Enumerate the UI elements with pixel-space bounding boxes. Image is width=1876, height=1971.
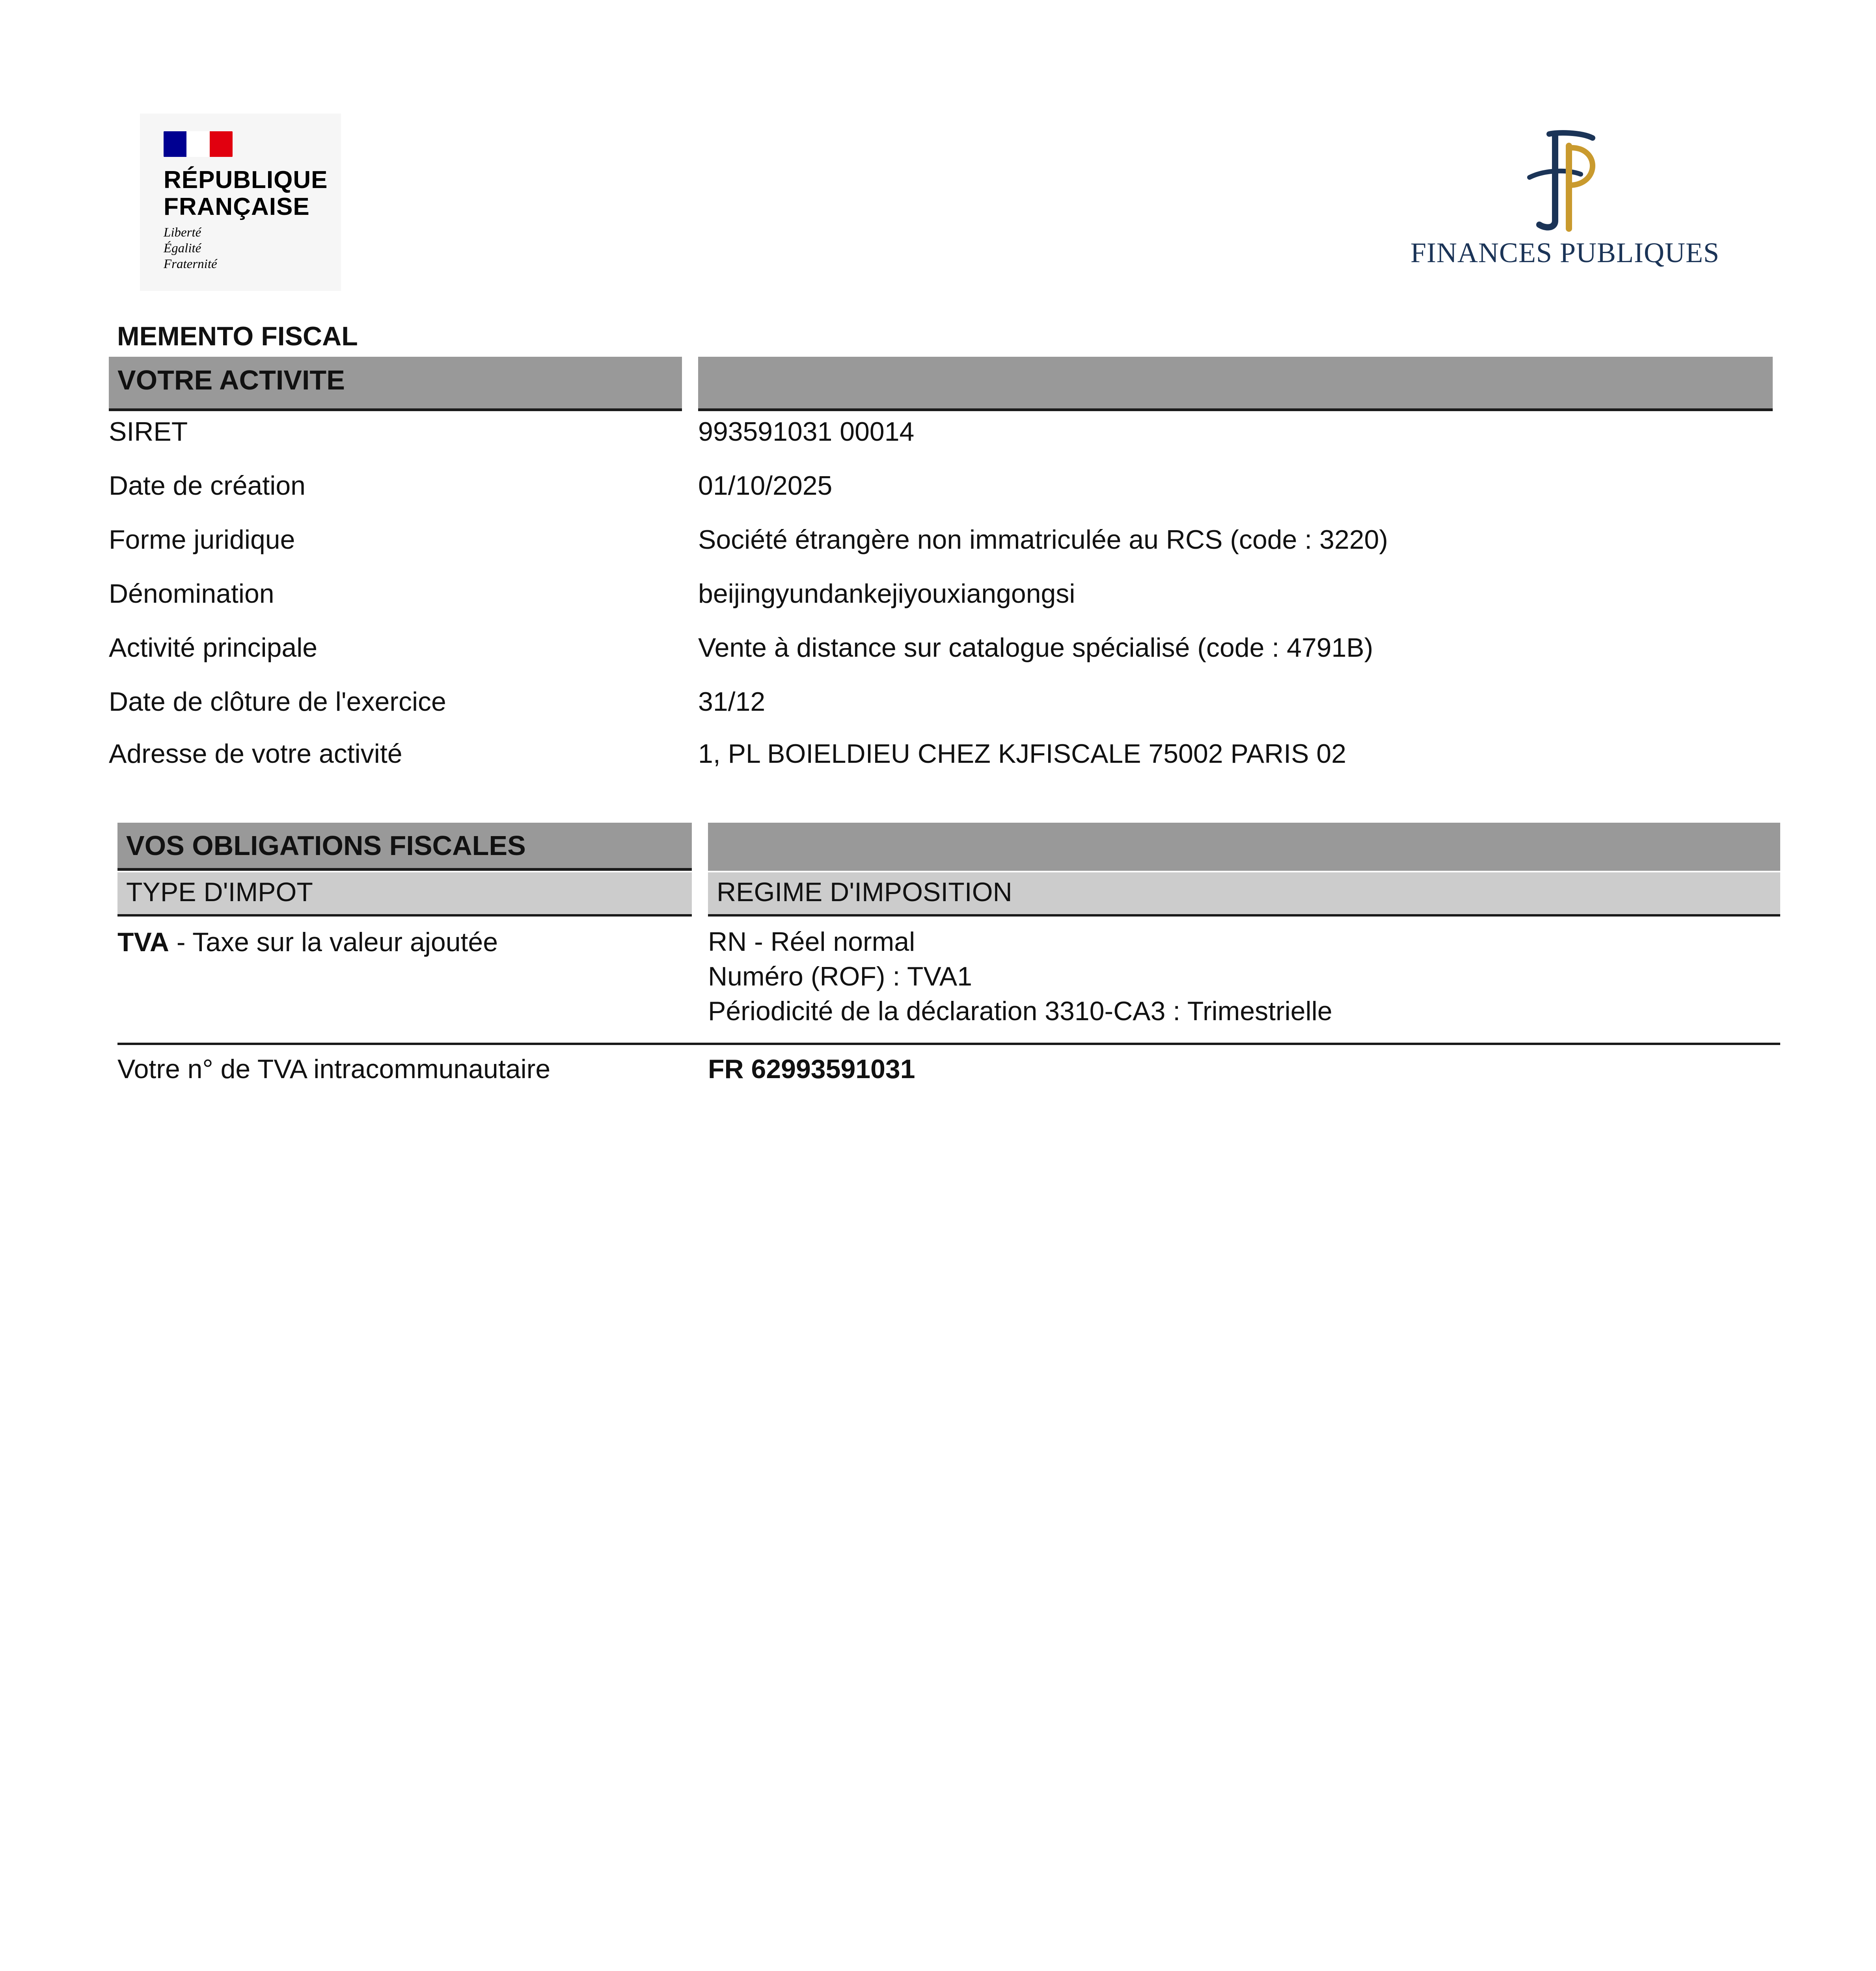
date-cloture-label: Date de clôture de l'exercice bbox=[109, 687, 446, 717]
finances-publiques-logo bbox=[1403, 130, 1727, 280]
memento-title: MEMENTO FISCAL bbox=[117, 321, 358, 351]
tva-intracom-label: Votre n° de TVA intracommunautaire bbox=[117, 1054, 551, 1084]
regime-line: RN - Réel normal bbox=[708, 927, 915, 957]
motto-egalite: Égalité bbox=[164, 241, 201, 255]
rf-line-1: RÉPUBLIQUE bbox=[164, 166, 328, 194]
siret-label: SIRET bbox=[109, 417, 188, 447]
obligations-divider bbox=[117, 1043, 1780, 1045]
col-type-impot bbox=[117, 872, 692, 917]
republique-francaise-title bbox=[164, 167, 328, 220]
activite-principale-label: Activité principale bbox=[109, 633, 318, 663]
tva-type bbox=[117, 924, 498, 960]
republique-francaise-logo bbox=[140, 114, 341, 291]
tva-regime bbox=[708, 924, 1332, 1028]
activite-header-label: VOTRE ACTIVITE bbox=[117, 365, 345, 395]
adresse-label: Adresse de votre activité bbox=[109, 739, 402, 769]
tva-description: - Taxe sur la valeur ajoutée bbox=[169, 927, 498, 957]
regime-line: Périodicité de la déclaration 3310-CA3 : Trimestrielle bbox=[708, 996, 1332, 1026]
date-cloture-value: 31/12 bbox=[698, 687, 766, 717]
tva-code: TVA bbox=[117, 927, 169, 957]
french-flag-icon bbox=[164, 131, 233, 157]
activite-principale-value: Vente à distance sur catalogue spécialisé (code : 4791B) bbox=[698, 633, 1373, 663]
forme-juridique-value: Société étrangère non immatriculée au RCS (code : 3220) bbox=[698, 525, 1388, 555]
activite-header-left bbox=[109, 357, 682, 411]
obligations-header-left bbox=[117, 823, 692, 871]
forme-juridique-label: Forme juridique bbox=[109, 525, 295, 555]
rf-motto bbox=[164, 225, 217, 272]
col-regime-imposition bbox=[708, 872, 1780, 917]
fp-monogram-icon bbox=[1522, 130, 1600, 233]
date-creation-label: Date de création bbox=[109, 471, 306, 501]
regime-line: Numéro (ROF) : TVA1 bbox=[708, 961, 972, 991]
rf-line-2: FRANÇAISE bbox=[164, 193, 310, 220]
motto-liberte: Liberté bbox=[164, 225, 201, 240]
siret-value: 993591031 00014 bbox=[698, 417, 915, 447]
date-creation-value: 01/10/2025 bbox=[698, 471, 833, 501]
obligations-header-label: VOS OBLIGATIONS FISCALES bbox=[126, 830, 526, 861]
denomination-label: Dénomination bbox=[109, 579, 274, 609]
col-type-impot-label: TYPE D'IMPOT bbox=[126, 877, 313, 907]
col-regime-imposition-label: REGIME D'IMPOSITION bbox=[717, 877, 1012, 907]
activite-header-right bbox=[698, 357, 1773, 411]
tva-intracom-value: FR 62993591031 bbox=[708, 1054, 915, 1084]
finances-publiques-name: FINANCES PUBLIQUES bbox=[1410, 237, 1720, 268]
obligations-header-right bbox=[708, 823, 1780, 871]
motto-fraternite: Fraternité bbox=[164, 257, 217, 271]
adresse-value: 1, PL BOIELDIEU CHEZ KJFISCALE 75002 PARIS 02 bbox=[698, 739, 1347, 769]
denomination-value: beijingyundankejiyouxiangongsi bbox=[698, 579, 1075, 609]
